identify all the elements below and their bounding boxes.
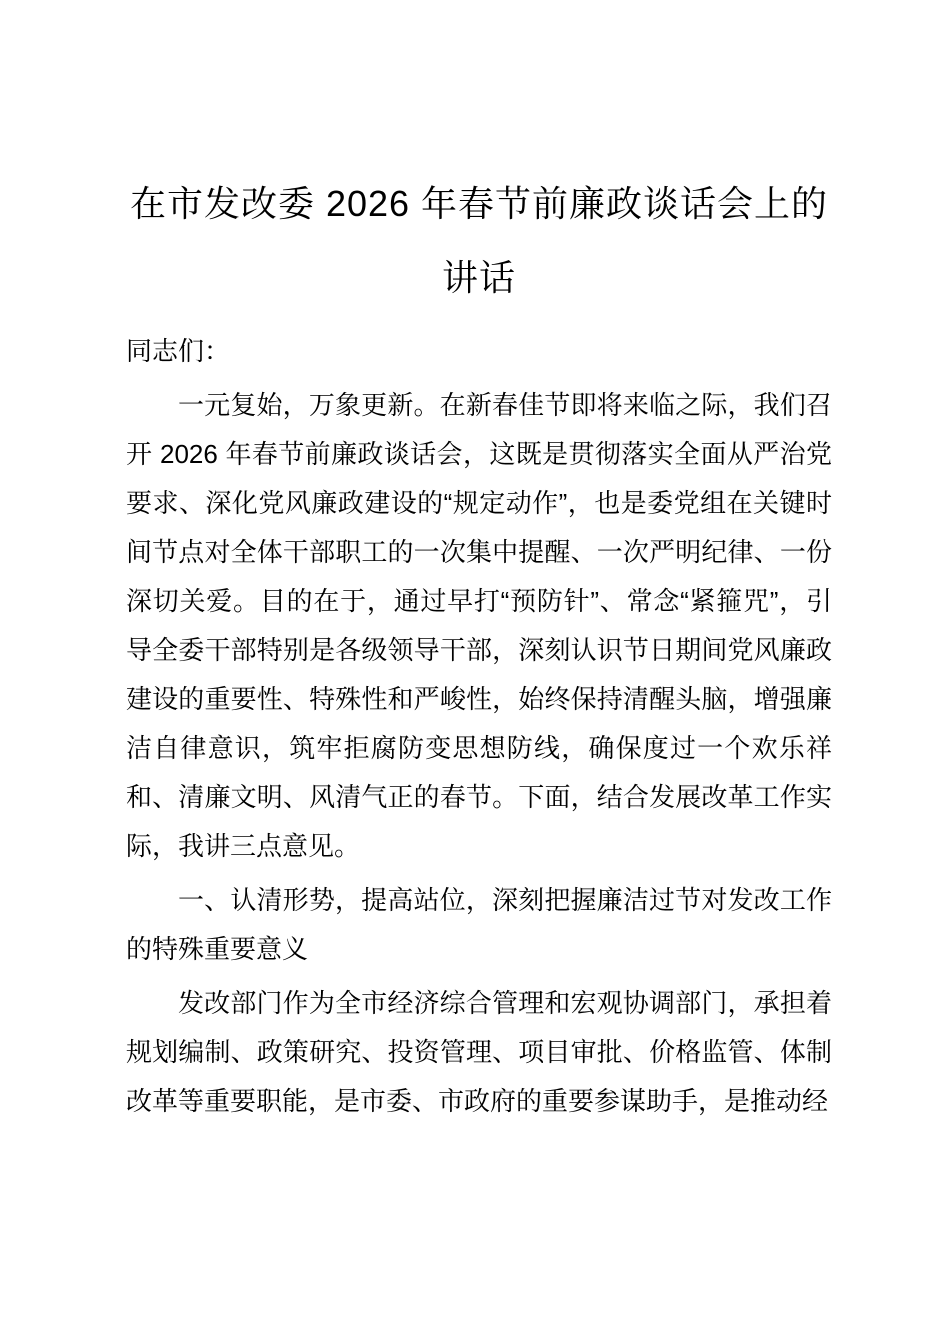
paragraph-section-1-body: 发改部门作为全市经济综合管理和宏观协调部门，承担着规划编制、政策研究、投资管理、项目审批、价格监管、体制改革等重要职能，是市委、市政府的重要参谋助手，是推动经 xyxy=(126,988,832,1116)
salutation: 同志们： xyxy=(126,336,231,366)
document-body xyxy=(126,327,832,1126)
document-title-line-2: 讲话 xyxy=(441,257,516,298)
section-heading-1: 一、认清形势，提高站位，深刻把握廉洁过节对发改工作的特殊重要意义 xyxy=(126,885,832,964)
document-title-line-1: 在市发改委 2026 年春节前廉政谈话会上的 xyxy=(129,183,829,224)
document-title xyxy=(126,167,832,315)
paragraph-opening: 一元复始，万象更新。在新春佳节即将来临之际，我们召开 2026 年春节前廉政谈话会，这既是贯彻落实全面从严治党要求、深化党风廉政建设的“规定动作”，也是委党组在关键时间节点对全体干部职工的一次集中提醒、一次严明纪律、一份深切关爱。目的在于，通过早打“预防针”、常念“紧箍咒”，引导全委干部特别是各级领导干部，深刻认识节日期间党风廉政建设的重要性、特殊性和严峻性，始终保持清醒头脑，增强廉洁自律意识，筑牢拒腐防变思想防线，确保度过一个欢乐祥和、清廉文明、风清气正的春节。下面，结合发展改革工作实际，我讲三点意见。 xyxy=(126,390,832,861)
document-content xyxy=(126,167,832,1126)
